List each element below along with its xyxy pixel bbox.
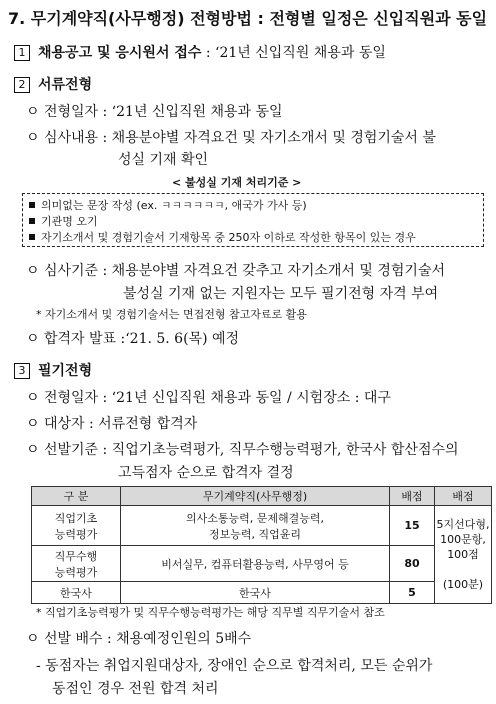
table-row [32, 582, 492, 604]
table-header: 무기계약직(사무행정) [121, 487, 390, 506]
table-cell: 의사소통능력, 문제해결능력, 정보능력, 직업윤리 [121, 506, 390, 546]
written-selection-line1: ㅇ 선발기준 : 직업기초능력평가, 직무수행능력평가, 한국사 합산점수의 [26, 442, 459, 458]
section-2-heading [14, 74, 92, 94]
criteria-title: < 불성실 기재 처리기준 > [172, 176, 302, 189]
table-cell: 80 [390, 546, 435, 582]
table-row [32, 546, 492, 582]
section-3-label: 필기전형 [38, 363, 93, 379]
tie-rule-line2: 동점인 경우 전원 합격 처리 [52, 681, 219, 697]
written-selection-line2: 고득점자 순으로 합격자 결정 [118, 465, 294, 481]
screening-standard-line2: 불성실 기재 없는 지원자는 모두 필기전형 자격 부여 [123, 286, 439, 302]
section-3-heading [14, 360, 92, 380]
screening-standard-line1: ㅇ 심사기준 : 채용분야별 자격요건 갖추고 자기소개서 및 경험기술서 [26, 263, 445, 279]
criteria-item: 의미없는 문장 작성 (ex. ㅋㅋㅋㅋㅋㅋ, 애국가 가사 등) [29, 197, 307, 213]
screening-announcement: ㅇ 합격자 발표 :‘21. 5. 6(목) 예정 [26, 331, 240, 347]
criteria-box [22, 193, 484, 247]
section-2-label: 서류전형 [38, 77, 93, 93]
screening-content-line1: ㅇ 심사내용 : 채용분야별 자격요건 및 자기소개서 및 경험기술서 불 [26, 130, 436, 146]
exam-table [31, 486, 492, 604]
table-merged-cell: 5지선다형, 100문항, 100점 (100분) [435, 506, 492, 604]
table-header-row [32, 487, 492, 506]
section-1-detail: : ‘21년 신입직원 채용과 동일 [201, 45, 386, 61]
criteria-item: 자기소개서 및 경험기술서 기재항목 중 250자 이하로 작성한 항목이 있는 경우 [29, 229, 416, 245]
table-cell: 15 [390, 506, 435, 546]
table-cell: 5 [390, 582, 435, 604]
screening-date: ㅇ 전형일자 : ‘21년 신입직원 채용과 동일 [26, 104, 283, 120]
section-number: 2 [14, 77, 30, 93]
table-cell: 한국사 [32, 582, 121, 604]
table-header: 배점 [390, 487, 435, 506]
table-cell: 직무수행 능력평가 [32, 546, 121, 582]
written-date: ㅇ 전형일자 : ‘21년 신입직원 채용과 동일 / 시험장소 : 대구 [26, 390, 391, 406]
table-header: 구 분 [32, 487, 121, 506]
square-bullet-icon [29, 202, 35, 208]
screening-note: * 자기소개서 및 경험기술서는 면접전형 참고자료로 활용 [36, 308, 307, 321]
page-title: 7. 무기계약직(사무행정) 전형방법 : 전형별 일정은 신입직원과 동일 [8, 9, 488, 28]
table-cell: 한국사 [121, 582, 390, 604]
table-cell: 직업기초 능력평가 [32, 506, 121, 546]
table-row [32, 506, 492, 546]
criteria-item: 기관명 오기 [29, 213, 98, 229]
selection-multiple: ㅇ 선발 배수 : 채용예정인원의 5배수 [26, 631, 252, 647]
section-1 [14, 42, 386, 62]
screening-content-line2: 성실 기재 확인 [118, 152, 209, 168]
written-note: * 직업기초능력평가 및 직무수행능력평가는 해당 직무별 직무기술서 참조 [36, 606, 385, 619]
section-number: 3 [14, 363, 30, 379]
table-cell: 비서실무, 컴퓨터활용능력, 사무영어 등 [121, 546, 390, 582]
table-header: 배점 [435, 487, 492, 506]
section-number: 1 [14, 45, 30, 61]
square-bullet-icon [29, 218, 35, 224]
written-target: ㅇ 대상자 : 서류전형 합격자 [26, 416, 198, 432]
section-1-label: 채용공고 및 응시원서 접수 [38, 45, 202, 61]
tie-rule-line1: - 동점자는 취업지원대상자, 장애인 순으로 합격처리, 모든 순위가 [36, 658, 433, 674]
square-bullet-icon [29, 234, 35, 240]
